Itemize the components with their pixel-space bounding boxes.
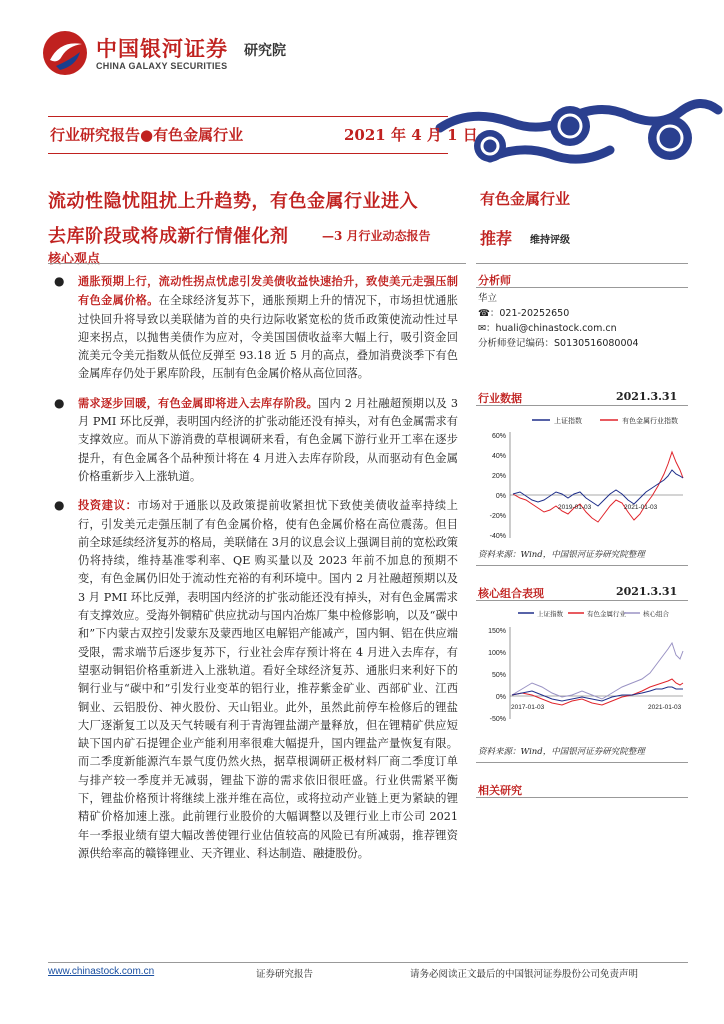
paragraph-text: 在全球经济复苏下，通胀预期上升的情况下，市场担忧通胀过快回升将导致以美联储为首的央行边际收紧宽松的货币政策使流动性过早迎来拐点，以抛售美债作为应对，令美国国债收益率大幅上行，吸引资金回流美元令美元指数从低位反弹至 93.18 近 5 月的高点，叠加消费淡季下有色金属库存仍处于累库阶段，压制有色金属价格从高位回落。 (78, 294, 458, 381)
legend-label-shanghai: 上证指数 (537, 611, 563, 618)
y-tick-label: -20% (489, 513, 506, 520)
footer-rule (48, 962, 688, 963)
analyst-cert: 分析师登记编码：S0130516080004 (478, 338, 639, 349)
x-tick-label: 2021-01-03 (648, 704, 682, 711)
legend-label-portfolio: 核心组合 (643, 611, 669, 618)
paragraph-text: 市场对于通胀以及政策提前收紧担忧下致使美债收益率持续上行，引发美元走强压制了有色金属价格，使有色金属价格在高位震荡。但目前全球延续经济复苏的格局，美联储在 3月的议息会议上强调目前的宽松政策仍将持续，维持基准零利率、QE 购买量以及 2023 年前不加息的预期不变，有色金属仍旧处于流动性充裕的有利环境中。国内 2 月社融超预期以及 3 月 PMI 环比反弹，表明国内经济的扩张动能还没有掉头，对有色金属需求有支撑效应。受海外铜精矿供应扰动与国内冶炼厂集中检修影响，以及“碳中和”下内蒙古双控引发蒙东及蒙西地区电解铝产能减产，国内铜、铝在供应端受限，需求端节后逐步复苏下，行业社会库存预计将在 4 月进入去库存，有望驱动铜铝价格重新进入上涨轨道。看好全球经济复苏、通胀归来利好下的铜行业与“碳中和”引发行业变革的铝行业，推荐紫金矿业、西部矿业、江西铜业、云铝股份、神火股份、天山铝业。此外，虽然此前停车检修后的锂盐大厂逐渐复工以及天气转暖有利于青海锂盐湖产量释放，但在锂精矿供应短缺下国内矿石提锂企业产能利用率很难大幅提升，国内锂盐产量恢复有限。而二季度新能源汽车景气度仍然火热，据草根调研正极材料厂商二季度订单与排产较一季度并无减弱，锂盐下游的需求依旧很旺盛。行业供需紧平衡下，锂盐价格预计将继续上涨并维在高位，或将拉动产业链上更为紧缺的锂精矿价格加速上涨。此前锂行业股价的大幅调整以及锂行业上市公司 2021 年一季报业绩有望大幅改善使锂行业估值较高的风险已有所减弱，推荐锂资源供给率高的赣锋锂业、天齐锂业、科达制造、融捷股份。 (78, 499, 458, 860)
paragraph-demand (48, 394, 458, 486)
bullet-icon: ● (54, 498, 65, 513)
logo-english-name: CHINA GALAXY SECURITIES (96, 61, 228, 71)
chart2-legend (518, 609, 670, 618)
paragraph-text: 国内 2 月社融超预期以及 3 月 PMI 环比反弹，表明国内经济的扩张动能还没有掉头，对有色金属需求有支撑效应。而从下游消费的草根调研来看，有色金属下游行业开工率在逐步提升，有色金属各个品种预计将在 4 月进入去库存阶段，从而驱动有色金属价格重新步入上涨轨道。 (78, 396, 458, 483)
portfolio-date: 2021.3.31 (616, 585, 678, 598)
paragraph-lead: 需求逐步回暖，有色金属即将进入去库存阶段。 (78, 395, 319, 410)
phone-icon: ☎ (478, 308, 490, 319)
chart1-legend (532, 416, 678, 425)
portfolio-heading: 核心组合表现 (478, 587, 544, 600)
header-rule-top (48, 116, 448, 117)
y-tick-label: -50% (489, 716, 506, 723)
chart2-source: 资料来源：Wind，中国银河证券研究院整理 (478, 747, 645, 757)
x-tick-label: 2017-01-03 (511, 704, 545, 711)
analyst-heading: 分析师 (478, 274, 511, 287)
legend-label-metals: 有色金属行业指数 (622, 418, 678, 425)
chart1-x-axis (558, 504, 658, 511)
galaxy-logo-icon (42, 30, 88, 76)
analyst-name: 华立 (478, 293, 498, 304)
shanghai-series-line (513, 470, 683, 506)
footer-website-link[interactable]: www.chinastock.com.cn (48, 966, 155, 977)
logo-chinese-name: 中国银河证券 (96, 37, 228, 61)
y-tick-label: 0% (495, 694, 506, 701)
core-view-heading: 核心观点 (48, 252, 101, 267)
y-tick-label: 0% (495, 493, 506, 500)
industry-index-chart (478, 408, 688, 544)
legend-label-shanghai: 上证指数 (554, 418, 582, 425)
chart2-x-axis (511, 704, 682, 711)
y-tick-label: 20% (491, 473, 506, 480)
bullet-icon: ● (54, 274, 65, 288)
analyst-phone: ☎：021-20252650 (478, 308, 570, 319)
paragraph-lead: 投资建议： (78, 498, 138, 513)
y-tick-label: -40% (489, 533, 506, 540)
y-tick-label: 50% (491, 672, 506, 679)
analyst-email[interactable]: ✉：huali@chinastock.com.cn (478, 323, 617, 334)
report-type: 行业研究报告●有色金属行业 (50, 126, 244, 144)
y-tick-label: 60% (491, 433, 506, 440)
chart1-y-axis (490, 433, 506, 540)
sidebar-rule (476, 762, 688, 763)
chart2-y-axis (488, 628, 506, 723)
report-title-line1: 流动性隐忧阻扰上升趋势，有色金属行业进入 (48, 191, 418, 212)
y-tick-label: 150% (488, 628, 506, 635)
core-view-body (48, 272, 458, 873)
sidebar-rule (476, 600, 688, 601)
report-date: 2021 年 4 月 1 日 (344, 126, 478, 144)
rating: 推荐 (480, 229, 513, 248)
footer-disclaimer: 请务必阅读正文最后的中国银河证券股份公司免责声明 (410, 969, 639, 980)
portfolio-series-line (512, 643, 683, 699)
x-tick-label: 2021-01-03 (624, 504, 658, 511)
y-tick-label: 100% (488, 650, 506, 657)
report-subtitle: —3 月行业动态报告 (322, 229, 431, 243)
sidebar-rule (476, 405, 688, 406)
portfolio-performance-chart (478, 603, 688, 725)
industry-data-date: 2021.3.31 (616, 390, 678, 403)
sidebar-rule (476, 565, 688, 566)
chart1-source: 资料来源：Wind，中国银河证券研究院整理 (478, 550, 645, 560)
sidebar-rule (476, 797, 688, 798)
x-tick-label: 2019-01-03 (558, 504, 592, 511)
paragraph-investment (48, 496, 458, 863)
legend-label-metals: 有色金属行业 (587, 611, 626, 618)
sidebar-rule (476, 287, 688, 288)
footer-report-label: 证券研究报告 (256, 969, 314, 980)
sidebar-rule (476, 263, 688, 264)
metals-series-line (512, 679, 683, 705)
related-research-heading: 相关研究 (478, 784, 522, 797)
industry-data-heading: 行业数据 (478, 392, 522, 405)
bullet-icon: ● (54, 395, 65, 410)
paragraph-lead: 通胀预期上行，流动性拐点忧虑引发美债收益快速抬升，致使美元走强压制有色金属价格。 (78, 274, 458, 308)
y-tick-label: 40% (491, 453, 506, 460)
sector-name: 有色金属行业 (480, 190, 571, 208)
email-icon: ✉ (478, 323, 486, 334)
main-divider (48, 263, 466, 264)
institute-label: 研究院 (244, 43, 286, 59)
header-rule-bottom (48, 153, 448, 154)
metals-series-line (513, 452, 683, 522)
rating-status: 维持评级 (530, 235, 570, 246)
paragraph-inflation (48, 272, 458, 384)
report-title-line2: 去库阶段或将成新行情催化剂 (48, 226, 289, 247)
shanghai-series-line (512, 687, 683, 701)
